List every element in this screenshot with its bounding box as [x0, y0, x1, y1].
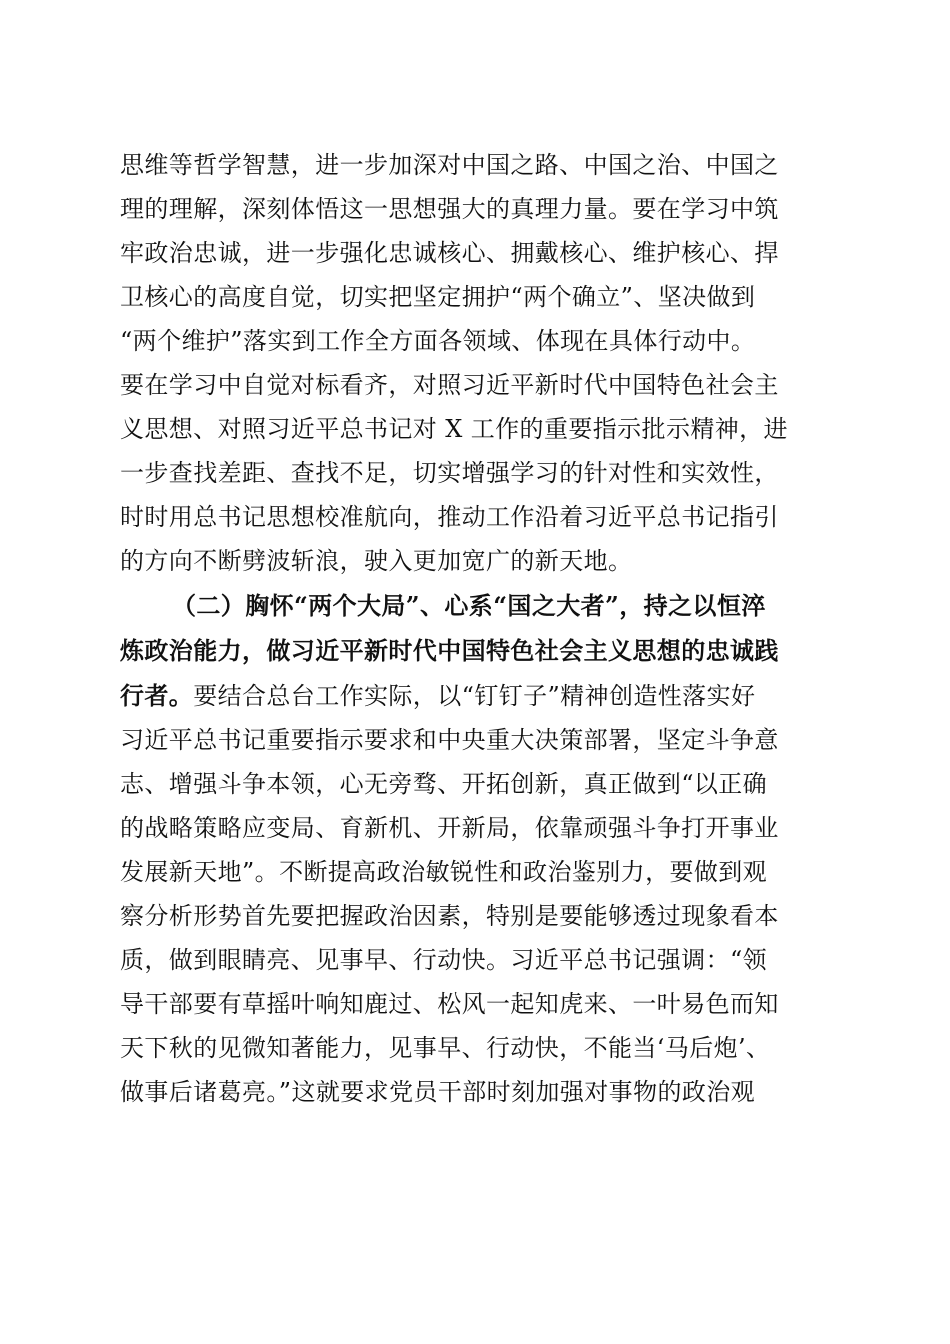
- section-heading-line: 炼政治能力，做习近平新时代中国特色社会主义思想的忠诚践: [120, 636, 779, 665]
- paragraph-line: 质，做到眼睛亮、见事早、行动快。习近平总书记强调：“领: [120, 946, 768, 974]
- paragraph-line: 的方向不断劈波斩浪，驶入更加宽广的新天地。: [120, 547, 633, 575]
- paragraph-line: 天下秋的见微知著能力，见事早、行动快，不能当‘马后炮’、: [120, 1034, 771, 1062]
- section-heading-end: 行者。: [120, 681, 194, 710]
- paragraph-line: 习近平总书记重要指示要求和中央重大决策部署，坚定斗争意: [120, 726, 779, 754]
- paragraph-line: 理的理解，深刻体悟这一思想强大的真理力量。要在学习中筑: [120, 195, 779, 223]
- paragraph-line: 志、增强斗争本领，心无旁骛、开拓创新，真正做到“以正确: [120, 770, 768, 798]
- paragraph-line: 牢政治忠诚，进一步强化忠诚核心、拥戴核心、维护核心、捍: [120, 239, 779, 267]
- paragraph-line: 发展新天地”。不断提高政治敏锐性和政治鉴别力，要做到观: [120, 858, 768, 886]
- paragraph-line: “两个维护”落实到工作全方面各领域、体现在具体行动中。: [120, 327, 756, 355]
- paragraph-line: 一步查找差距、查找不足，切实增强学习的针对性和实效性，: [120, 459, 779, 487]
- paragraph-line: 要在学习中自觉对标看齐，对照习近平新时代中国特色社会主: [120, 371, 779, 399]
- paragraph-text: 要结合总台工作实际，以“钉钉子”精神创造性落实好: [193, 682, 756, 710]
- paragraph-line: 的战略策略应变局、育新机、开新局，依靠顽强斗争打开事业: [120, 814, 779, 842]
- paragraph-line: 思维等哲学智慧，进一步加深对中国之路、中国之治、中国之: [120, 151, 779, 179]
- section-heading-line: （二）胸怀“两个大局”、心系“国之大者”，持之以恒淬: [172, 591, 766, 620]
- paragraph-line: 导干部要有草摇叶响知鹿过、松风一起知虎来、一叶易色而知: [120, 990, 779, 1018]
- paragraph-line: 察分析形势首先要把握政治因素，特别是要能够透过现象看本: [120, 902, 779, 930]
- paragraph-line: 时时用总书记思想校准航向，推动工作沿着习近平总书记指引: [120, 503, 779, 531]
- paragraph-line: 卫核心的高度自觉，切实把坚定拥护“两个确立”、坚决做到: [120, 283, 756, 311]
- paragraph-line: 做事后诸葛亮。”这就要求党员干部时刻加强对事物的政治观: [120, 1078, 756, 1106]
- paragraph-line: [120, 674, 840, 718]
- paragraph-line: 义思想、对照习近平总书记对 X 工作的重要指示批示精神，进: [120, 415, 788, 443]
